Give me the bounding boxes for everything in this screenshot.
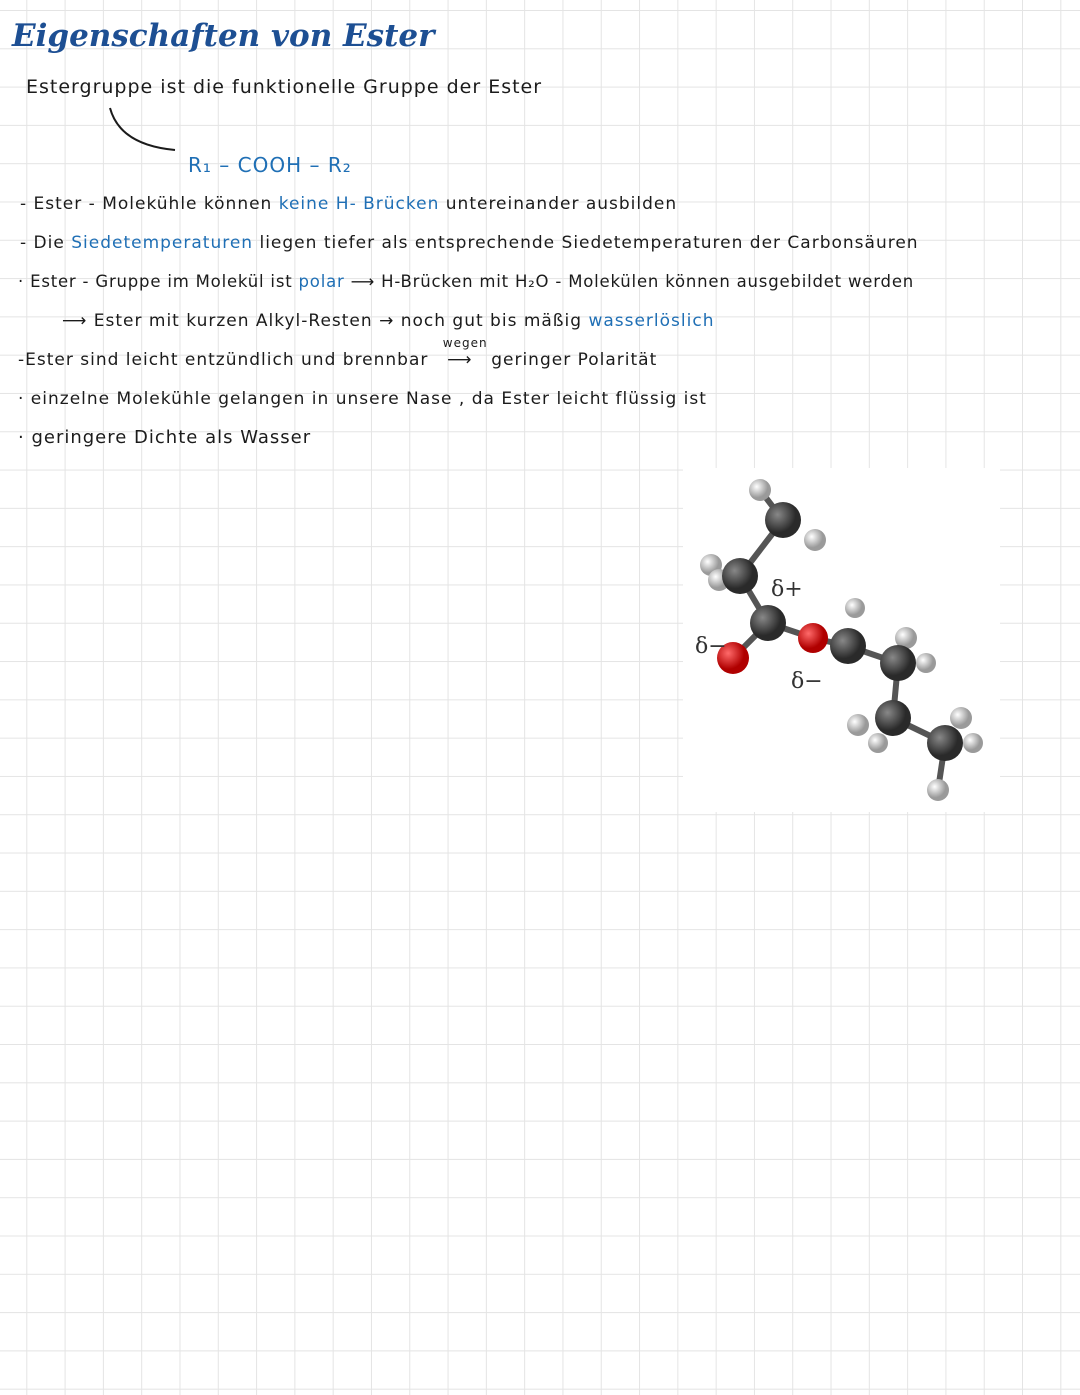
text: - Die	[20, 233, 65, 253]
ester-formula: R₁ – COOH – R₂	[188, 153, 352, 177]
highlight: keine H- Brücken	[278, 194, 440, 214]
ester-molecule-model	[683, 468, 1000, 812]
arrow: ⟶	[447, 350, 473, 370]
text: - Ester - Molekühle können	[20, 194, 273, 214]
text: ⟶ H-Brücken mit H₂O - Molekülen können ausgebildet werden	[350, 272, 915, 291]
highlight: polar	[298, 272, 345, 291]
partial-charge-label: δ+	[771, 577, 803, 602]
arrow-label: wegen	[442, 336, 488, 350]
note-line-2	[20, 233, 919, 253]
page-title: Eigenschaften von Ester	[12, 18, 435, 54]
note-line-7: · geringere Dichte als Wasser	[18, 427, 312, 448]
note-line-3	[18, 272, 914, 291]
note-line-4	[62, 311, 714, 331]
intro-text: Estergruppe ist die funktionelle Gruppe der Ester	[26, 76, 543, 98]
carbon-atoms	[722, 502, 963, 761]
highlight: Siedetemperaturen	[71, 233, 254, 253]
text: -Ester sind leicht entzündlich und brennbar	[18, 350, 429, 370]
partial-charge-label: δ−	[791, 669, 823, 694]
text: ⟶ Ester mit kurzen Alkyl-Resten → noch gut bis mäßig	[62, 311, 583, 331]
text: untereinander ausbilden	[445, 194, 678, 214]
note-line-6: · einzelne Molekühle gelangen in unsere Nase , da Ester leicht flüssig ist	[18, 389, 707, 409]
partial-charge-label: δ−	[695, 634, 727, 659]
highlight: wasserlöslich	[588, 311, 715, 331]
note-line-5	[18, 336, 658, 370]
molecule-svg	[683, 468, 1000, 812]
pointer-curve	[100, 100, 190, 160]
text: liegen tiefer als entsprechende Siedetemperaturen der Carbonsäuren	[259, 233, 919, 253]
note-line-1	[20, 194, 677, 214]
text: geringer Polarität	[491, 350, 658, 370]
text: · Ester - Gruppe im Molekül ist	[18, 272, 293, 291]
